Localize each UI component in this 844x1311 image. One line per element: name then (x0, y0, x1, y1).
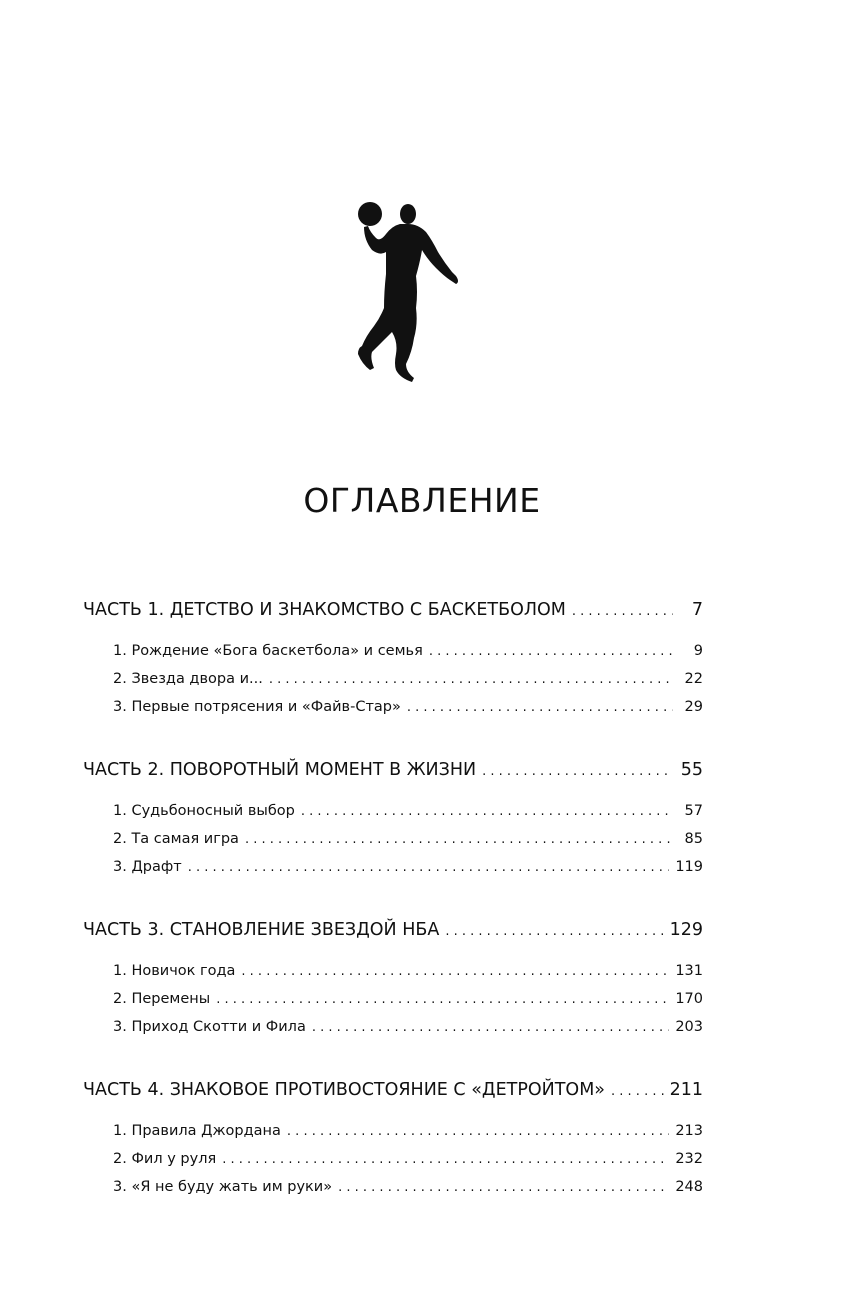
toc-part-2 (83, 755, 703, 881)
part-title: ЧАСТЬ 2. ПОВОРОТНЫЙ МОМЕНТ В ЖИЗНИ (83, 760, 477, 780)
chapter-title: 3. «Я не буду жать им руки» (113, 1179, 333, 1195)
part-heading-row[interactable] (83, 595, 703, 625)
chapter-page-number: 213 (675, 1123, 703, 1139)
part-page-number: 129 (669, 920, 703, 940)
chapter-row[interactable] (83, 1117, 703, 1145)
chapter-page-number: 57 (684, 803, 703, 819)
part-page-number: 211 (669, 1080, 703, 1100)
part-page-number: 55 (680, 760, 703, 780)
chapter-title: 1. Судьбоносный выбор (113, 803, 295, 819)
dot-leader (312, 1013, 669, 1042)
chapter-page-number: 29 (684, 699, 703, 715)
part-page-number: 7 (691, 600, 703, 620)
chapter-row[interactable] (83, 825, 703, 853)
dot-leader (216, 985, 669, 1014)
chapter-title: 1. Рождение «Бога баскетбола» и семья (113, 643, 423, 659)
chapter-title: 2. Фил у руля (113, 1151, 217, 1167)
part-title: ЧАСТЬ 3. СТАНОВЛЕНИЕ ЗВЕЗДОЙ НБА (83, 920, 440, 940)
chapter-title: 2. Звезда двора и... (113, 671, 263, 687)
chapter-title: 2. Та самая игра (113, 831, 239, 847)
dot-leader (338, 1173, 669, 1202)
chapter-title: 3. Приход Скотти и Фила (113, 1019, 306, 1035)
chapter-page-number: 22 (684, 671, 703, 687)
dot-leader (241, 957, 669, 986)
dot-leader (482, 755, 673, 787)
chapter-row[interactable] (83, 1145, 703, 1173)
chapter-page-number: 232 (675, 1151, 703, 1167)
dot-leader (245, 825, 673, 854)
chapter-page-number: 170 (675, 991, 703, 1007)
dot-leader (301, 797, 673, 826)
dot-leader (269, 665, 673, 694)
chapter-row[interactable] (83, 693, 703, 721)
part-title: ЧАСТЬ 4. ЗНАКОВОЕ ПРОТИВОСТОЯНИЕ С «ДЕТРОЙТОМ» (83, 1080, 606, 1100)
dot-leader (287, 1117, 669, 1146)
dot-leader (222, 1145, 669, 1174)
dot-leader (445, 915, 663, 947)
part-title: ЧАСТЬ 1. ДЕТСТВО И ЗНАКОМСТВО С БАСКЕТБОЛОМ (83, 600, 566, 620)
chapter-row[interactable] (83, 985, 703, 1013)
part-heading-row[interactable] (83, 755, 703, 785)
chapter-row[interactable] (83, 665, 703, 693)
toc-part-1 (83, 595, 703, 721)
dot-leader (188, 853, 670, 882)
dot-leader (429, 637, 673, 666)
chapter-title: 1. Новичок года (113, 963, 236, 979)
chapter-page-number: 131 (675, 963, 703, 979)
chapter-row[interactable] (83, 1173, 703, 1201)
dot-leader (572, 595, 673, 627)
chapter-row[interactable] (83, 853, 703, 881)
chapter-row[interactable] (83, 1013, 703, 1041)
chapter-page-number: 9 (693, 643, 703, 659)
chapter-title: 3. Драфт (113, 859, 182, 875)
table-of-contents (83, 595, 703, 1235)
chapter-page-number: 203 (675, 1019, 703, 1035)
dot-leader (407, 693, 673, 722)
toc-part-3 (83, 915, 703, 1041)
chapter-title: 1. Правила Джордана (113, 1123, 281, 1139)
page-title: ОГЛАВЛЕНИЕ (303, 481, 541, 520)
chapter-title: 2. Перемены (113, 991, 211, 1007)
part-heading-row[interactable] (83, 915, 703, 945)
chapter-page-number: 248 (675, 1179, 703, 1195)
chapter-title: 3. Первые потрясения и «Файв-Стар» (113, 699, 401, 715)
chapter-page-number: 119 (675, 859, 703, 875)
chapter-row[interactable] (83, 637, 703, 665)
part-heading-row[interactable] (83, 1075, 703, 1105)
dot-leader (611, 1075, 664, 1107)
basketball-player-icon (340, 196, 470, 386)
chapter-row[interactable] (83, 957, 703, 985)
chapter-page-number: 85 (684, 831, 703, 847)
toc-part-4 (83, 1075, 703, 1201)
chapter-row[interactable] (83, 797, 703, 825)
